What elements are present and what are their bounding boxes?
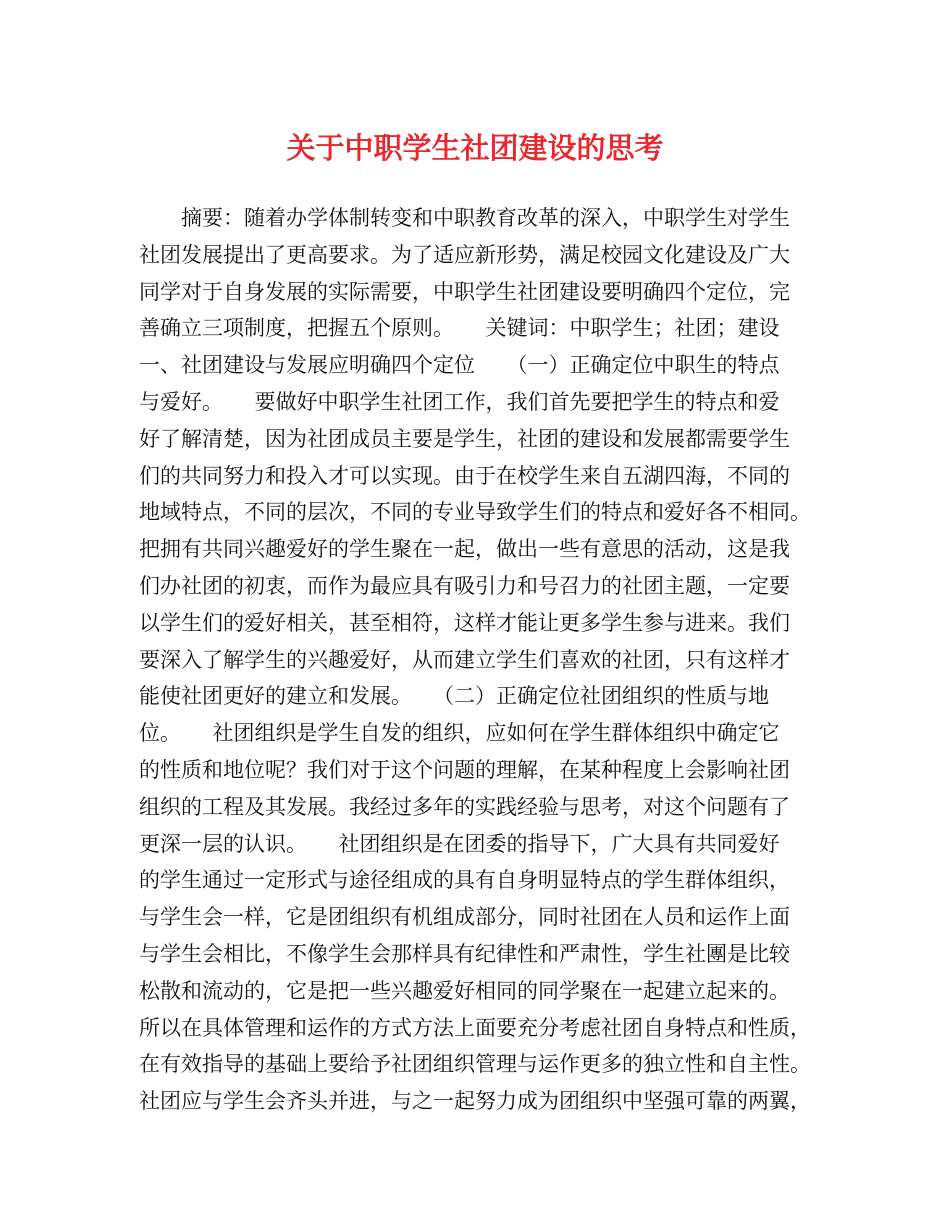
body-line: 一、社团建设与发展应明确四个定位 （一）正确定位中职生的特点 bbox=[139, 353, 780, 378]
body-line: 松散和流动的，它是把一些兴趣爱好相同的同学聚在一起建立起来的。 bbox=[139, 978, 790, 1003]
body-line: 的学生通过一定形式与途径组成的具有自身明显特点的学生群体组织， bbox=[139, 868, 790, 893]
body-line: 组织的工程及其发展。我经过多年的实践经验与思考，对这个问题有了 bbox=[139, 794, 790, 819]
body-line: 们办社团的初衷，而作为最应具有吸引力和号召力的社团主题，一定要 bbox=[139, 573, 790, 598]
body-line: 好了解清楚，因为社团成员主要是学生，社团的建设和发展都需要学生 bbox=[139, 426, 790, 451]
body-line: 同学对于自身发展的实际需要，中职学生社团建设要明确四个定位，完 bbox=[139, 279, 790, 304]
body-line: 社团应与学生会齐头并进，与之一起努力成为团组织中坚强可靠的两翼， bbox=[139, 1089, 811, 1114]
body-line: 要深入了解学生的兴趣爱好，从而建立学生们喜欢的社团，只有这样才 bbox=[139, 647, 790, 672]
body-line: 把拥有共同兴趣爱好的学生聚在一起，做出一些有意思的活动，这是我 bbox=[139, 537, 790, 562]
body-line: 摘要：随着办学体制转变和中职教育改革的深入，中职学生对学生 bbox=[139, 206, 790, 230]
body-line: 更深一层的认识。 社团组织是在团委的指导下，广大具有共同爱好 bbox=[139, 831, 780, 856]
body-line: 所以在具体管理和运作的方式方法上面要充分考虑社团自身特点和性质， bbox=[139, 1015, 811, 1040]
body-line: 与学生会相比，不像学生会那样具有纪律性和严肃性，学生社團是比较 bbox=[139, 941, 790, 966]
body-line: 地域特点，不同的层次，不同的专业导致学生们的特点和爱好各不相同。 bbox=[139, 500, 811, 525]
body-line: 与学生会一样，它是团组织有机组成部分，同时社团在人员和运作上面 bbox=[139, 905, 790, 930]
body-line: 以学生们的爱好相关，甚至相符，这样才能让更多学生参与进来。我们 bbox=[139, 610, 790, 635]
document-body bbox=[139, 200, 819, 1120]
body-line: 善确立三项制度，把握五个原则。 关键词：中职学生；社团；建设 bbox=[139, 316, 780, 341]
body-line: 在有效指导的基础上要给予社团组织管理与运作更多的独立性和自主性。 bbox=[139, 1052, 811, 1077]
document-title: 关于中职学生社团建设的思考 bbox=[286, 131, 664, 165]
body-line: 能使社团更好的建立和发展。 （二）正确定位社团组织的性质与地 bbox=[139, 684, 769, 709]
body-line: 与爱好。 要做好中职学生社团工作，我们首先要把学生的特点和爱 bbox=[139, 389, 780, 414]
body-line: 社团发展提出了更高要求。为了适应新形势，满足校园文化建设及广大 bbox=[139, 242, 790, 267]
body-line: 的性质和地位呢？我们对于这个问题的理解，在某种程度上会影响社团 bbox=[139, 757, 790, 782]
body-line: 们的共同努力和投入才可以实现。由于在校学生来自五湖四海，不同的 bbox=[139, 463, 790, 488]
body-line: 位。 社团组织是学生自发的组织，应如何在学生群体组织中确定它 bbox=[139, 721, 780, 746]
